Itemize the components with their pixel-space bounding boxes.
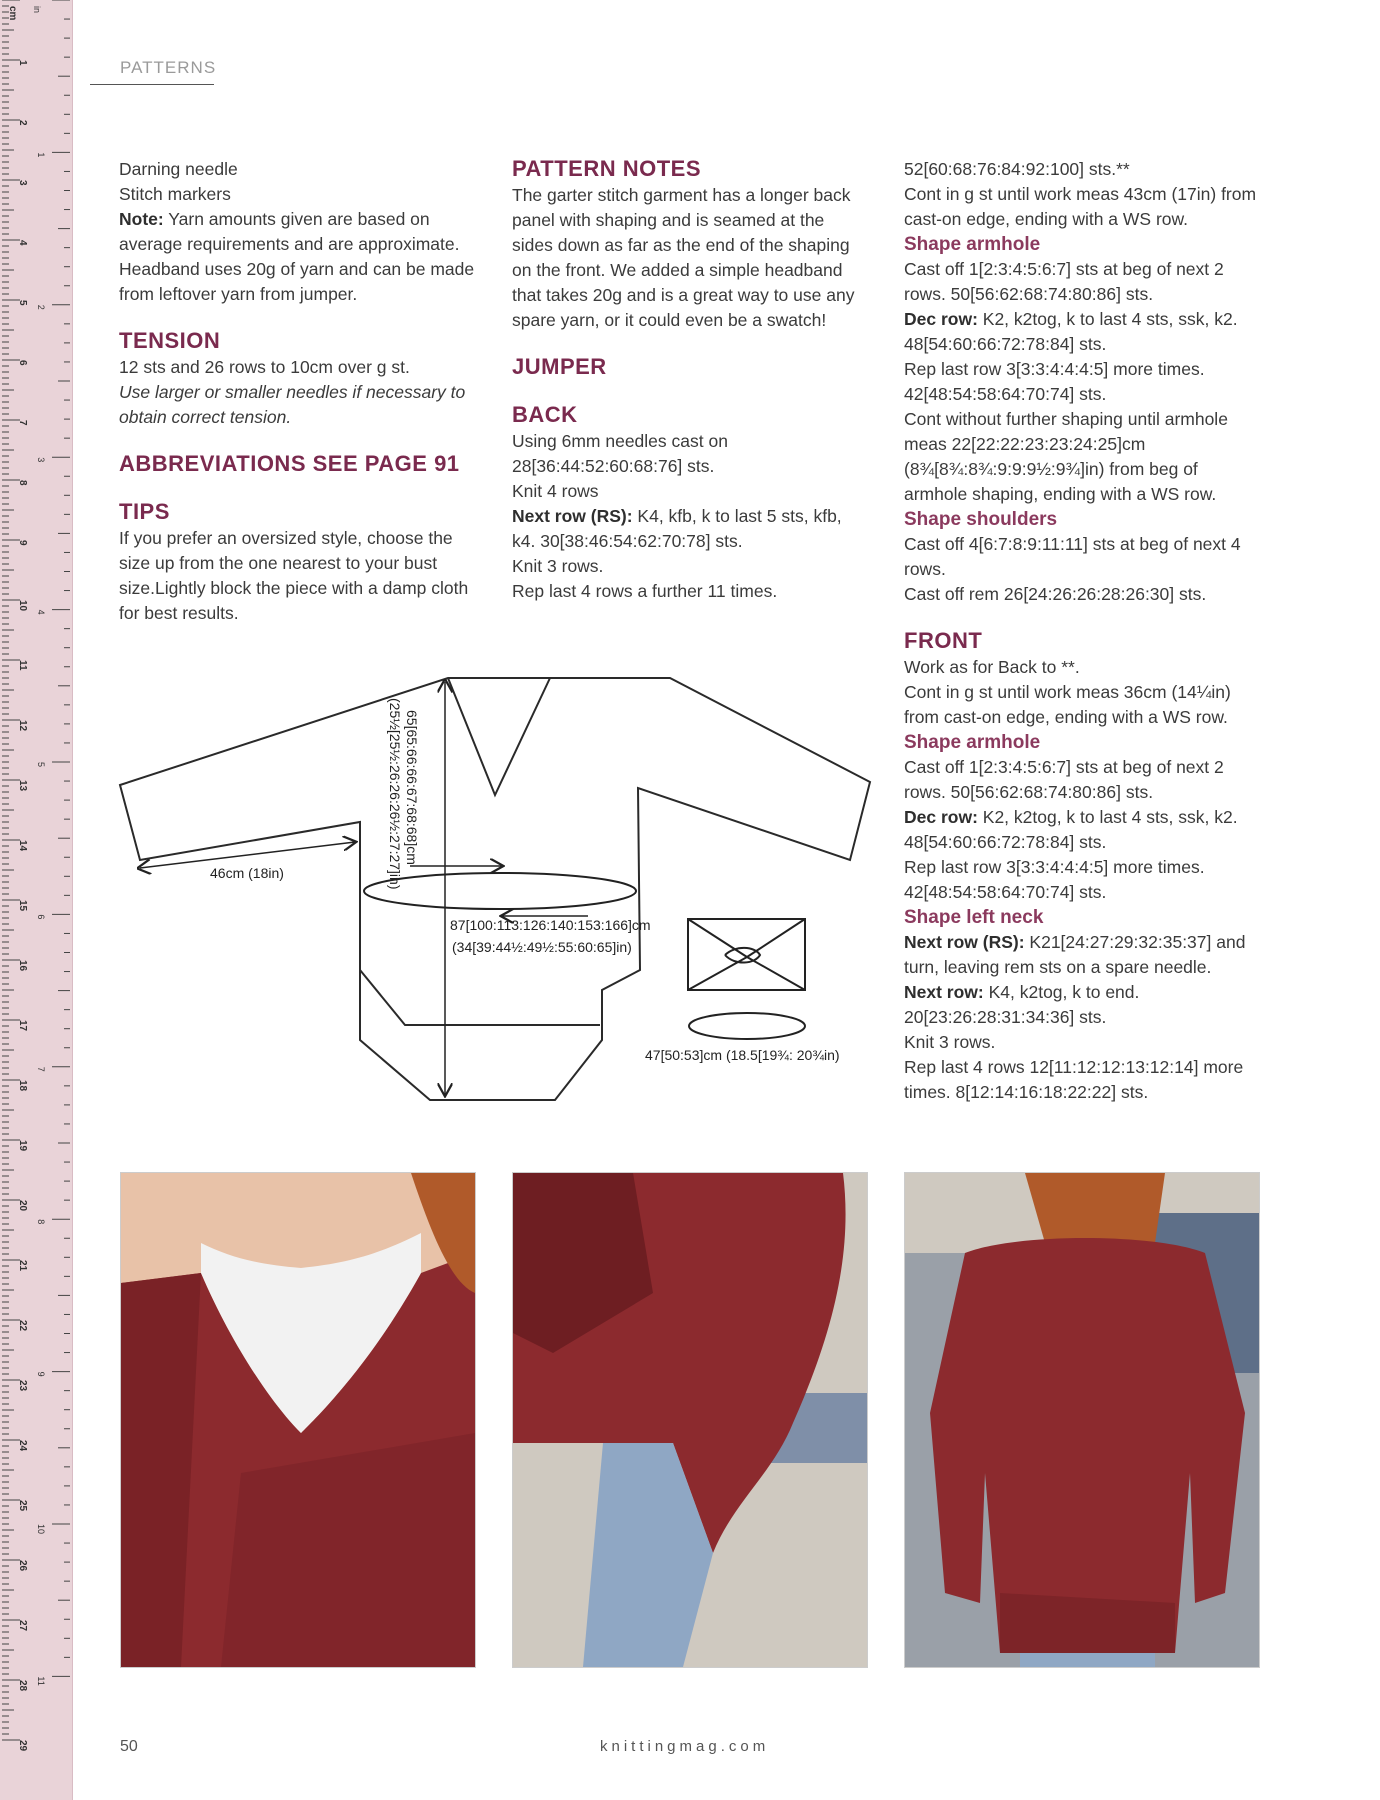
instruction: Rep last 4 rows 12[11:12:12:13:12:14] more times. 8[12:14:16:18:22:22] sts. — [904, 1057, 1244, 1102]
note-paragraph — [119, 207, 479, 307]
ruler-cm-label: 23 — [17, 1380, 28, 1392]
shape-left-neck-heading: Shape left neck — [904, 907, 1044, 928]
instruction: Cont without further shaping until armhole meas 22[22:22:23:23:24:25]cm (8¾[8¾:8¾:9:9:9½:9¾]in) from beg of armhole shaping, ending with a WS row. — [904, 409, 1228, 504]
ruler-cm-label: 24 — [17, 1440, 28, 1452]
ruler-cm-label: 7 — [17, 420, 28, 426]
back-instruction: Using 6mm needles cast on 28[36:44:52:60:68:76] sts. — [512, 431, 728, 476]
ruler-cm-label: 11 — [17, 660, 28, 671]
ruler-cm-label: 3 — [17, 180, 28, 186]
ruler-in-label: 5 — [36, 762, 46, 768]
row-text: K4, kfb, k to last 5 sts, kfb, k4. 30[38:46:54:62:70:78] sts. — [512, 506, 842, 551]
chest-ellipse — [364, 873, 636, 909]
tension-note: Use larger or smaller needles if necessary to obtain correct tension. — [119, 382, 466, 427]
materials-line: Darning needle — [119, 159, 238, 179]
ruler-in-label: 6 — [36, 914, 46, 920]
header-rule — [90, 84, 214, 85]
instruction: Cast off 1[2:3:4:5:6:7] sts at beg of next 2 rows. 50[56:62:68:74:80:86] sts. — [904, 757, 1224, 802]
ruler-in-label: 11 — [36, 1676, 46, 1686]
photo-side-view — [512, 1172, 868, 1668]
ruler-cm-label: 27 — [17, 1620, 28, 1632]
row-label: Next row (RS): — [904, 932, 1025, 952]
page-number: 50 — [120, 1738, 138, 1755]
ruler-cm-label: 8 — [17, 480, 28, 486]
jumper-outline — [120, 678, 870, 1100]
instruction: Cont in g st until work meas 36cm (14¼in) from cast-on edge, ending with a WS row. — [904, 682, 1231, 727]
ruler-cm-label: 18 — [17, 1080, 28, 1092]
headband-label: 47[50:53]cm (18.5[19¾: 20¾in) — [645, 1047, 840, 1063]
instruction — [904, 307, 1264, 357]
headband-schematic — [688, 919, 805, 1039]
instruction: Cont in g st until work meas 43cm (17in) from cast-on edge, ending with a WS row. — [904, 184, 1257, 229]
row-label: Next row (RS): — [512, 506, 633, 526]
ruler-in-unit: in — [32, 6, 42, 14]
photo-vneck-closeup — [120, 1172, 476, 1668]
ruler-cm-unit: cm — [7, 6, 18, 21]
tension-heading: TENSION — [119, 328, 221, 353]
ruler-in-label: 7 — [36, 1066, 46, 1072]
instruction: Cast off 4[6:7:8:9:11:11] sts at beg of next 4 rows. — [904, 534, 1241, 579]
dec-row-label: Dec row: — [904, 807, 978, 827]
column-middle — [512, 155, 868, 604]
shape-armhole-heading: Shape armhole — [904, 234, 1041, 255]
body-length-label: 65[65:66:66:67:68:68]cm — [404, 710, 420, 865]
ruler-cm-label: 21 — [17, 1260, 28, 1272]
note-label: Note: — [119, 209, 164, 229]
ruler-cm-label: 26 — [17, 1560, 28, 1572]
ruler-cm-label: 6 — [17, 360, 28, 366]
ruler-cm-label: 25 — [17, 1500, 28, 1512]
ruler-in-label: 8 — [36, 1219, 46, 1225]
section-header: PATTERNS — [120, 58, 217, 77]
dec-row-text: K2, k2tog, k to last 4 sts, ssk, k2. 48[54:60:66:72:78:84] sts. — [904, 807, 1238, 852]
ruler-in-label: 3 — [36, 457, 46, 463]
ruler-cm-label: 10 — [17, 600, 28, 612]
ruler-cm-label: 9 — [17, 540, 28, 546]
jumper-schematic — [110, 670, 890, 1110]
ruler-cm-label: 19 — [17, 1140, 28, 1152]
instruction: Cast off rem 26[24:26:26:28:26:30] sts. — [904, 584, 1207, 604]
instruction: Work as for Back to **. — [904, 657, 1080, 677]
ruler-in-label: 9 — [36, 1371, 46, 1377]
instruction — [904, 930, 1264, 980]
ruler-cm-label: 14 — [17, 840, 28, 852]
ruler-in-label: 2 — [36, 304, 46, 310]
instruction: Cast off 1[2:3:4:5:6:7] sts at beg of next 2 rows. 50[56:62:68:74:80:86] sts. — [904, 259, 1224, 304]
ruler-cm-label: 4 — [17, 240, 28, 246]
ruler-cm-label: 2 — [17, 120, 28, 126]
column-left — [119, 157, 479, 626]
tension-text: 12 sts and 26 rows to 10cm over g st. — [119, 357, 410, 377]
instruction — [904, 805, 1264, 855]
row-text: K21[24:27:29:32:35:37] and turn, leaving rem sts on a spare needle. — [904, 932, 1246, 977]
ruler-ticks — [0, 0, 72, 1800]
shape-shoulders-heading: Shape shoulders — [904, 509, 1058, 530]
front-heading: FRONT — [904, 628, 983, 653]
jumper-heading: JUMPER — [512, 354, 607, 379]
back-instruction: Rep last 4 rows a further 11 times. — [512, 581, 778, 601]
ruler-cm-label: 13 — [17, 780, 28, 792]
chest-imperial-label: (34[39:44½:49½:55:60:65]in) — [452, 939, 632, 955]
ruler-cm-label: 17 — [17, 1020, 28, 1032]
ruler-in-label: 1 — [36, 152, 46, 158]
front-shape-armhole-heading: Shape armhole — [904, 732, 1041, 753]
ruler-cm-label: 1 — [17, 60, 28, 66]
instruction: Rep last row 3[3:3:4:4:4:5] more times. 42[48:54:58:64:70:74] sts. — [904, 359, 1205, 404]
note-text: Yarn amounts given are based on average requirements and are approximate. Headband uses 20g of yarn and can be made from leftover yarn from jumper. — [119, 209, 475, 304]
column-right — [904, 157, 1264, 1105]
instruction — [904, 980, 1264, 1030]
row-text: K4, k2tog, k to end. 20[23:26:28:31:34:36] sts. — [904, 982, 1140, 1027]
ruler-cm-label: 5 — [17, 300, 28, 306]
pattern-notes-text: The garter stitch garment has a longer back panel with shaping and is seamed at the sides down as far as the end of the shaping on the front. We added a simple headband that takes 20g and is a great way to use any spare yarn, or it could even be a swatch! — [512, 185, 855, 330]
ruler-in-label: 10 — [36, 1524, 46, 1535]
schematic-diagram — [110, 670, 890, 1110]
back-instruction: Knit 4 rows — [512, 481, 599, 501]
ruler-cm-label: 28 — [17, 1680, 28, 1692]
photo-back-view — [904, 1172, 1260, 1668]
body-length-imperial-label: (25½[25½:26:26:26½:27:27]in) — [387, 698, 403, 890]
chest-label: 87[100:113:126:140:153:166]cm — [450, 917, 651, 933]
instruction: 52[60:68:76:84:92:100] sts.** — [904, 159, 1130, 179]
ruler-cm-label: 15 — [17, 900, 28, 912]
instruction: Rep last row 3[3:3:4:4:4:5] more times. 42[48:54:58:64:70:74] sts. — [904, 857, 1205, 902]
measuring-ruler — [0, 0, 73, 1800]
dec-row-label: Dec row: — [904, 309, 978, 329]
ruler-cm-label: 16 — [17, 960, 28, 972]
back-heading: BACK — [512, 402, 578, 427]
dec-row-text: K2, k2tog, k to last 4 sts, ssk, k2. 48[54:60:66:72:78:84] sts. — [904, 309, 1238, 354]
tips-text: If you prefer an oversized style, choose the size up from the one nearest to your bust size.Lightly block the piece with a damp cloth for best results. — [119, 528, 469, 623]
instruction: Knit 3 rows. — [904, 1032, 996, 1052]
back-instruction: Knit 3 rows. — [512, 556, 604, 576]
back-instruction — [512, 504, 868, 554]
abbreviations-heading: ABBREVIATIONS SEE PAGE 91 — [119, 451, 460, 476]
row-label: Next row: — [904, 982, 984, 1002]
ruler-cm-label: 12 — [17, 720, 28, 732]
ruler-cm-label: 29 — [17, 1740, 28, 1752]
materials-line: Stitch markers — [119, 184, 231, 204]
pattern-notes-heading: PATTERN NOTES — [512, 156, 702, 181]
site-url: knittingmag.com — [600, 1738, 770, 1755]
sleeve-length-label: 46cm (18in) — [210, 865, 284, 881]
ruler-cm-label: 20 — [17, 1200, 28, 1212]
ruler-in-label: 4 — [36, 609, 46, 615]
ruler-cm-label: 22 — [17, 1320, 28, 1332]
tips-heading: TIPS — [119, 499, 170, 524]
